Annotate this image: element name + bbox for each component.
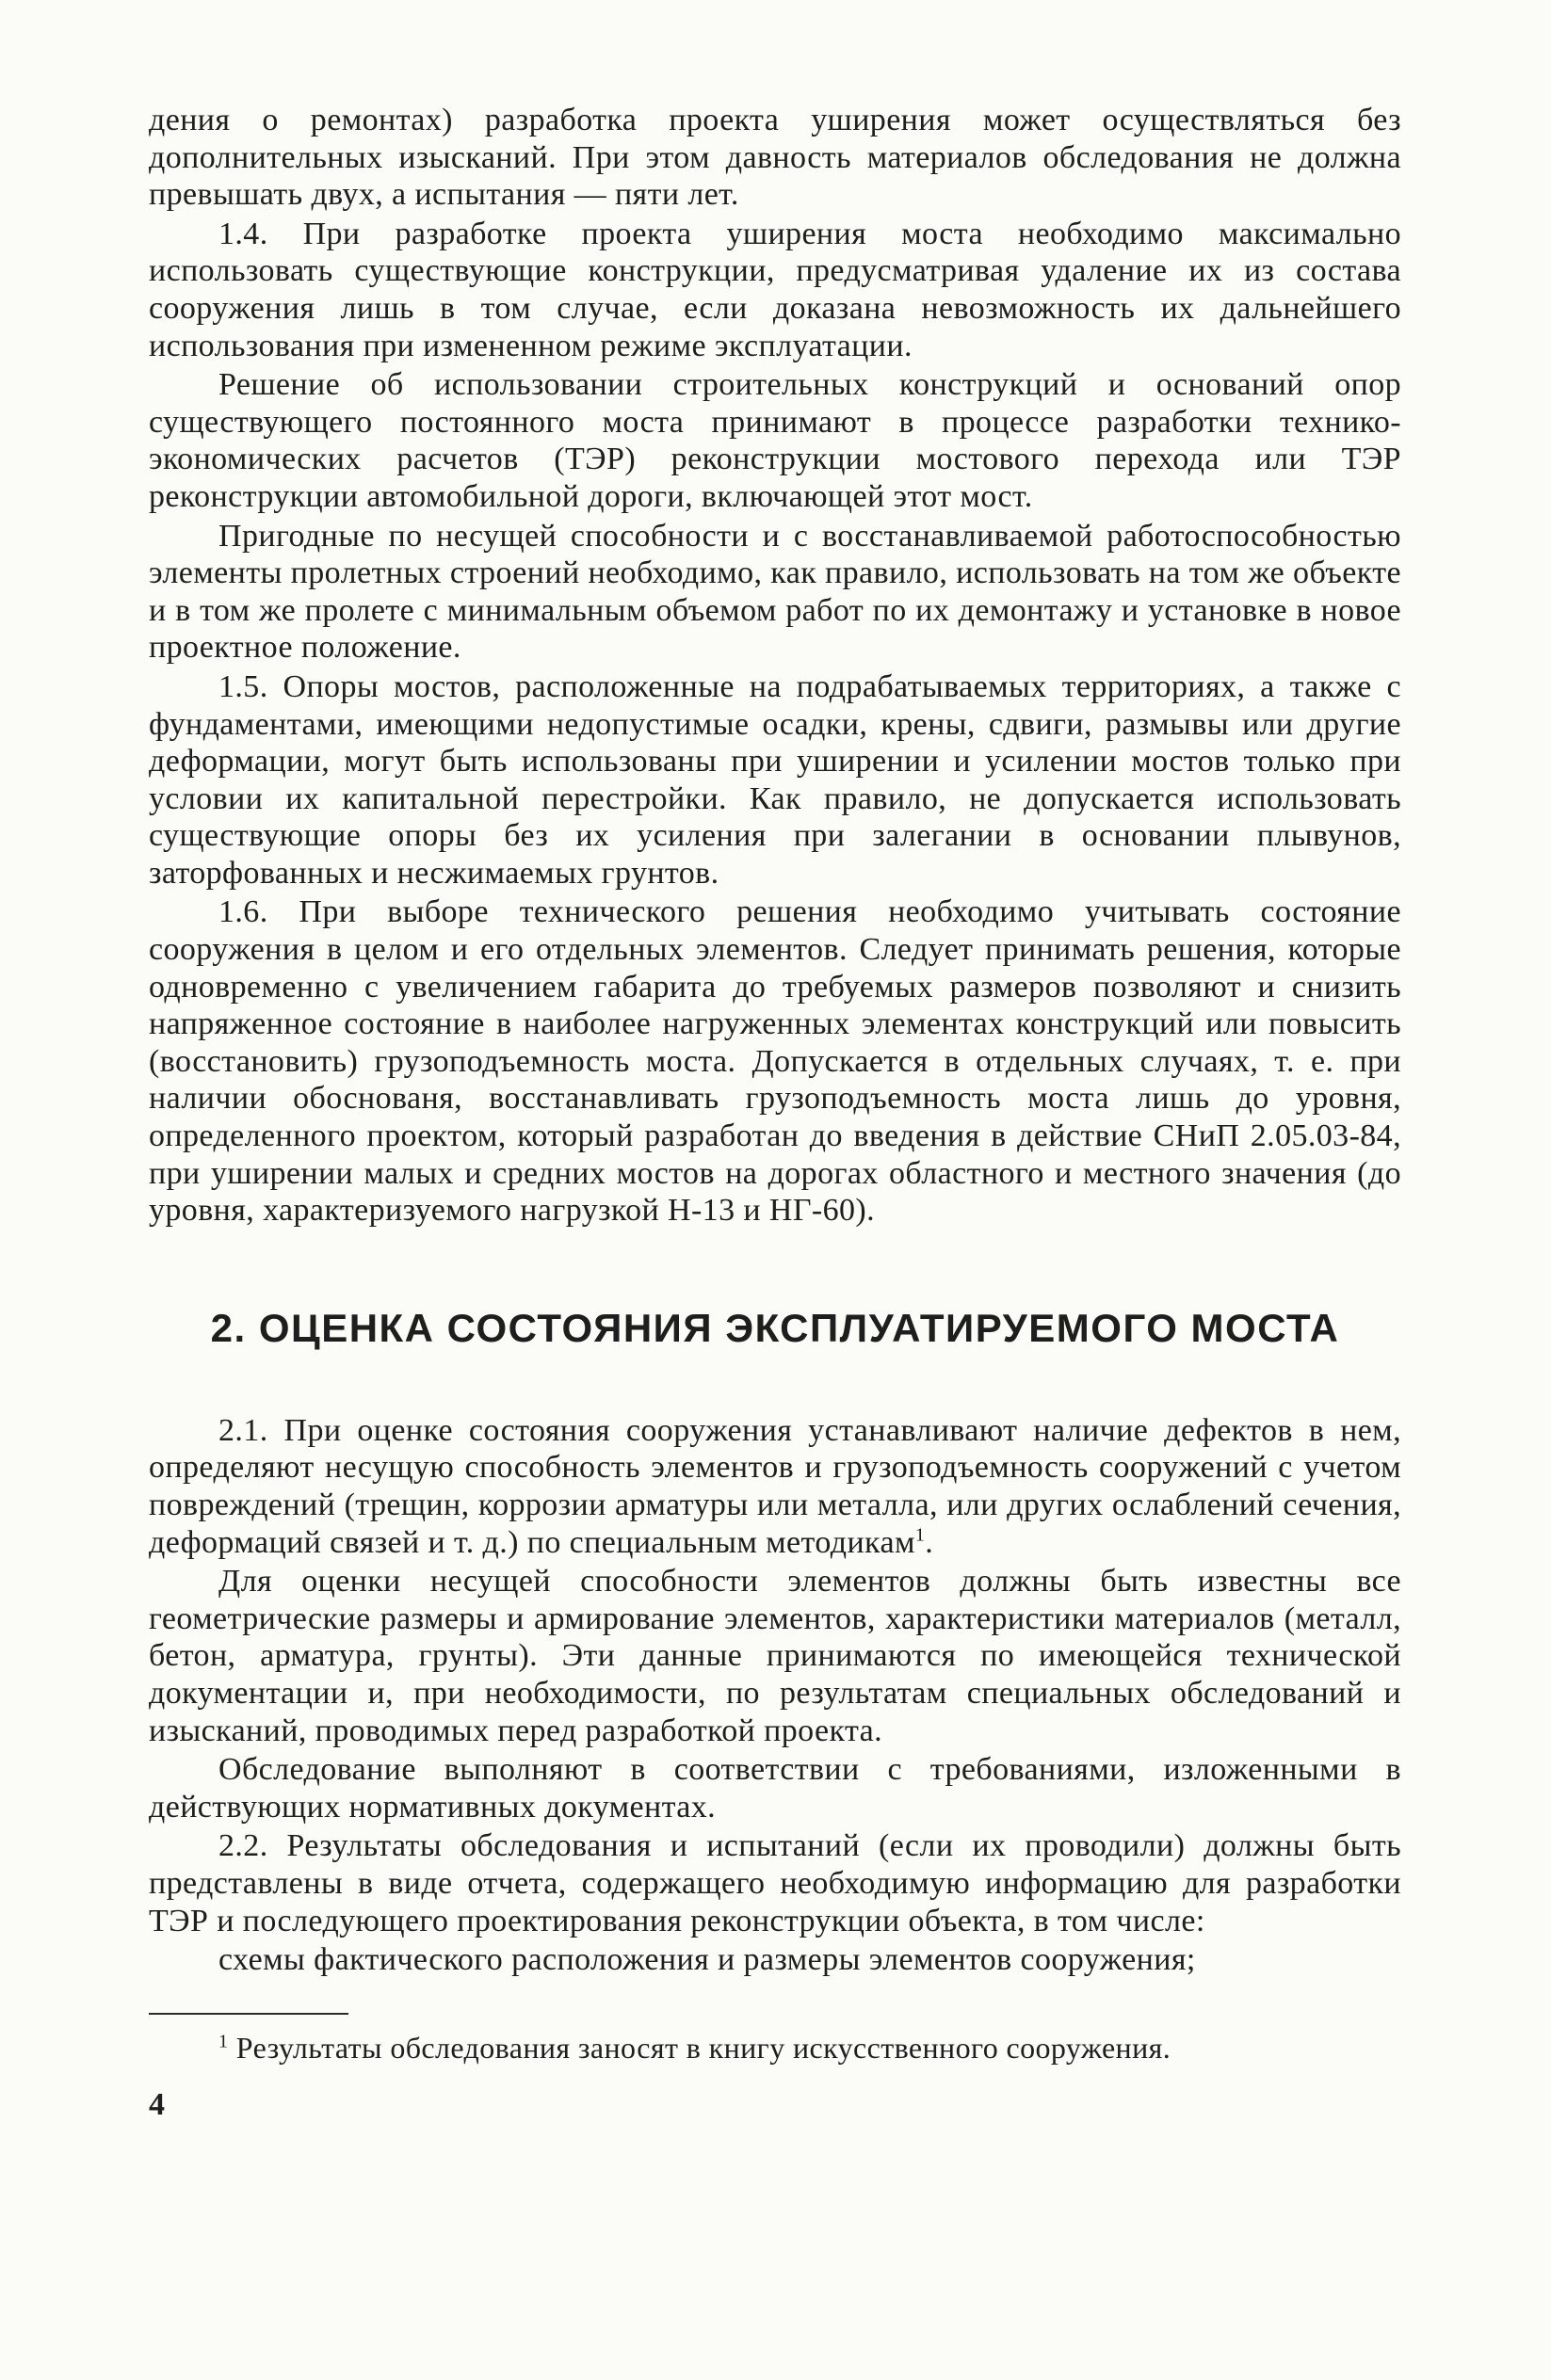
document-page bbox=[149, 102, 1401, 2124]
paragraph-2-1-end: . bbox=[925, 1524, 934, 1560]
footnote-text: Результаты обследования заносят в книгу искусственного сооружения. bbox=[228, 2030, 1171, 2065]
footnote-marker: 1 bbox=[218, 2031, 229, 2052]
paragraph-decision: Решение об использовании строительных конструкций и оснований опор существующего постоянного моста принимают в процессе разработки технико-экономических расчетов (ТЭР) реконструкции мостового перехода или ТЭР реконструкции автомобильной дороги, включающей этот мост. bbox=[149, 367, 1401, 514]
footnote-reference[interactable]: 1 bbox=[914, 1524, 926, 1546]
page-number: 4 bbox=[149, 2086, 165, 2122]
section-heading: 2. ОЦЕНКА СОСТОЯНИЯ ЭКСПЛУАТИРУЕМОГО МОСТА bbox=[210, 1305, 1340, 1350]
paragraph-survey: Обследование выполняют в соответствии с требованиями, изложенными в действующих нормативных документах. bbox=[149, 1752, 1401, 1825]
paragraph-suitable-elements: Пригодные по несущей способности и с восстанавливаемой работоспособностью элементы пролетных строений необходимо, как правило, использовать на том же объекте и в том же пролете с минимальным объемом работ по их демонтажу и установке в новое проектное положение. bbox=[149, 518, 1401, 666]
paragraph-1-4: 1.4. При разработке проекта уширения моста необходимо максимально использовать существующие конструкции, предусматривая удаление их из состава сооружения лишь в том случае, если доказана невозможность их дальнейшего использования при измененном режиме эксплуатации. bbox=[149, 216, 1401, 363]
paragraph-list-item: схемы фактического расположения и размеры элементов сооружения; bbox=[218, 1942, 1196, 1978]
paragraph-bearing-capacity: Для оценки несущей способности элементов должны быть известны все геометрические размеры и армирование элементов, характеристики материалов (металл, бетон, арматура, грунты). Эти данные принимаются по имеющейся технической документации и, при необходимости, по результатам специальных обследований и изысканий, проводимых перед разработкой проекта. bbox=[149, 1564, 1401, 1748]
paragraph-2-1-text: 2.1. При оценке состояния сооружения устанавливают наличие дефектов в нем, определяют несущую способность элементов и грузоподъемность сооружений с учетом повреждений (трещин, коррозии арматуры или металла, или других ослаблений сечения, деформаций связей и т. д.) по специальным методикам bbox=[149, 1412, 1401, 1560]
footnote bbox=[149, 2030, 1401, 2066]
body-text-section-2 bbox=[149, 1412, 1401, 1979]
paragraph-2-2: 2.2. Результаты обследования и испытаний (если их проводили) должны быть представлены в виде отчета, содержащего необходимую информацию для разработки ТЭР и последующего проектирования реконструкции объекта, в том числе: bbox=[149, 1828, 1401, 1938]
paragraph-1-5: 1.5. Опоры мостов, расположенные на подрабатываемых территориях, а также с фундаментами, имеющими недопустимые осадки, крены, сдвиги, размывы или другие деформации, могут быть использованы при уширении и усилении мостов только при условии их капитальной перестройки. Как правило, не допускается использовать существующие опоры без их усиления при залегании в основании плывунов, заторфованных и несжимаемых грунтов. bbox=[149, 668, 1401, 891]
paragraph-2-1 bbox=[149, 1412, 1401, 1561]
body-text-before-section bbox=[149, 102, 1401, 1230]
footnote-divider bbox=[149, 2013, 348, 2015]
paragraph-continuation: дения о ремонтах) разработка проекта уширения может осуществляться без дополнительных изысканий. При этом давность материалов обследования не должна превышать двух, а испытания — пяти лет. bbox=[149, 103, 1401, 213]
paragraph-1-6: 1.6. При выборе технического решения необходимо учитывать состояние сооружения в целом и его отдельных элементов. Следует принимать решения, которые одновременно с увеличением габарита до требуемых размеров позволяют и снизить напряженное состояние в наиболее нагруженных элементах конструкций или повысить (восстановить) грузоподъемность моста. Допускается в отдельных случаях, т. е. при наличии обоснованя, восстанавливать грузоподъемность моста лишь до уровня, определенного проектом, который разработан до введения в действие СНиП 2.05.03-84, при уширении малых и средних мостов на дорогах областного и местного значения (до уровня, характеризуемого нагрузкой Н-13 и НГ-60). bbox=[149, 894, 1401, 1229]
